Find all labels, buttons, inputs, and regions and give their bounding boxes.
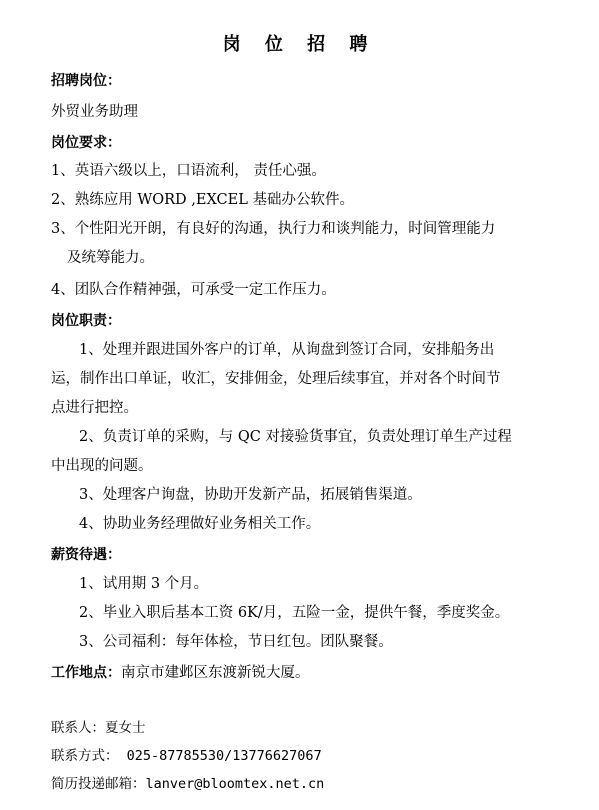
- salary-item: 2、毕业入职后基本工资 6K/月，五险一金，提供午餐，季度奖金。: [79, 605, 510, 621]
- salary-heading: 薪资待遇：: [51, 547, 121, 563]
- duties-heading: 岗位职责：: [51, 313, 121, 329]
- position-value: 外贸业务助理: [51, 104, 138, 120]
- page-title: 岗 位 招 聘: [222, 34, 377, 55]
- duty-line: 点进行把控。: [51, 400, 138, 416]
- requirement-item: 4、团队合作精神强，可承受一定工作压力。: [51, 282, 336, 298]
- salary-item: 3、公司福利：每年体检，节日红包。团队聚餐。: [79, 634, 393, 650]
- duty-line: 运，制作出口单证，收汇，安排佣金，处理后续事宜，并对各个时间节: [51, 371, 501, 387]
- location-heading: 工作地点：: [51, 665, 121, 681]
- position-heading: 招聘岗位：: [51, 73, 121, 89]
- duty-line: 2、负责订单的采购，与 QC 对接验货事宜，负责处理订单生产过程: [79, 429, 512, 445]
- duty-line: 中出现的问题。: [51, 458, 153, 474]
- salary-item: 1、试用期 3 个月。: [79, 576, 209, 592]
- requirement-item: 1、英语六级以上，口语流利， 责任心强。: [51, 163, 326, 179]
- requirements-heading: 岗位要求：: [51, 135, 121, 151]
- requirement-item: 2、熟练应用 WORD ,EXCEL 基础办公软件。: [51, 192, 354, 208]
- contact-person: 联系人：夏女士: [51, 720, 146, 736]
- location-value: 南京市建邺区东渡新锐大厦。: [121, 665, 310, 681]
- duty-line: 3、处理客户询盘，协助开发新产品，拓展销售渠道。: [79, 487, 422, 503]
- duty-line: 4、协助业务经理做好业务相关工作。: [79, 516, 321, 532]
- requirement-item: 3、个性阳光开朗，有良好的沟通，执行力和谈判能力，时间管理能力: [51, 221, 496, 237]
- contact-phone: 联系方式： 025-87785530/13776627067: [51, 748, 322, 764]
- location-row: [51, 662, 310, 684]
- duty-line: 1、处理并跟进国外客户的订单，从询盘到签订合同，安排船务出: [79, 342, 495, 358]
- requirement-item-continued: 及统筹能力。: [67, 250, 154, 266]
- contact-email: 简历投递邮箱：lanver@bloomtex.net.cn: [51, 776, 325, 792]
